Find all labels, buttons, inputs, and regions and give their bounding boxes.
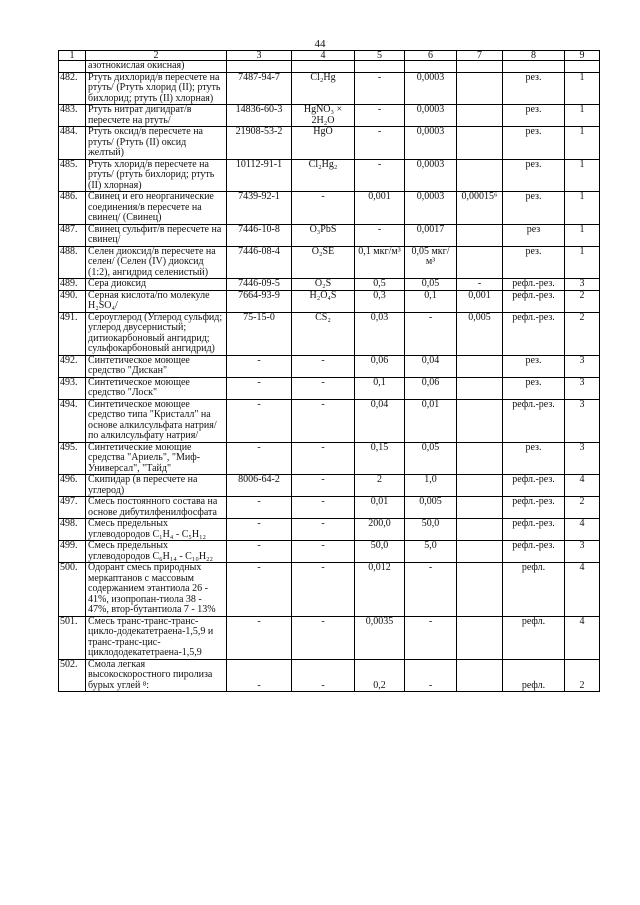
cell-limiting-indicator: рез. [503,72,565,105]
cell-cas-number: 10112-91-1 [227,159,292,192]
cell-substance-name: Ртуть дихлорид/в пересчете на ртуть/ (Ртуть хлорид (II); ртуть бихлорид; ртуть (II) хлорная) [86,72,227,105]
table-row [59,497,600,519]
cell-cas-number: 75-15-0 [227,312,292,355]
cell-hazard-class: 4 [565,563,600,617]
cell-formula: O₂S [292,279,355,291]
cell-substance-name: Серная кислота/по молекуле H₂SO₄/ [86,290,227,312]
cell-formula: - [292,475,355,497]
table-row [59,72,600,105]
cell-limiting-indicator: рефл.-рез. [503,497,565,519]
cell-max-single-concentration: 0,15 [355,442,405,475]
table-row [59,355,600,377]
cell-formula: - [292,399,355,442]
cell-hazard-class: 3 [565,355,600,377]
cell-max-single-concentration: 0,2 [355,659,405,692]
cell-substance-name: азотнокислая окисная) [86,61,227,73]
continuation-row [59,61,600,73]
cell-daily-average-concentration: 0,04 [405,355,457,377]
cell-annual-average-concentration: - [457,279,503,291]
cell-number: 484. [59,127,86,160]
cell-daily-average-concentration: 0,05 [405,279,457,291]
cell-substance-name: Селен диоксид/в пересчете на селен/ (Селен (IV) диоксид (1:2), ангидрид селенистый) [86,246,227,279]
cell-hazard-class: 1 [565,105,600,127]
column-header: 2 [86,51,227,61]
cell-cas-number: - [227,399,292,442]
cell-cas-number: 8006-64-2 [227,475,292,497]
cell-cas-number: - [227,377,292,399]
cell-annual-average-concentration [457,377,503,399]
cell-hazard-class: 1 [565,159,600,192]
cell-hazard-class [565,61,600,73]
hygiene-standards-table [58,50,600,692]
cell-daily-average-concentration: 0,0003 [405,127,457,160]
cell-max-single [355,61,405,73]
cell-max-single-concentration: 0,012 [355,563,405,617]
cell-number: 496. [59,475,86,497]
cell-formula: - [292,563,355,617]
cell-formula: HgNO₃ × 2H₂O [292,105,355,127]
cell-cas-number: 21908-53-2 [227,127,292,160]
cell-substance-name: Одорант смесь природных меркаптанов с массовым содержанием этантиола 26 - 41%, изопропан-тиола 38 - 47%, втор-бутантиола 7 - 13% [86,563,227,617]
cell-hazard-class: 1 [565,72,600,105]
cell-limiting-indicator: рез. [503,377,565,399]
cell-number: 483. [59,105,86,127]
cell-hazard-class: 3 [565,279,600,291]
cell-annual-average-concentration [457,246,503,279]
cell-number: 488. [59,246,86,279]
cell-number: 501. [59,616,86,659]
table-row [59,442,600,475]
cell-hazard-class: 2 [565,659,600,692]
cell-formula: O₃PbS [292,224,355,246]
cell-number: 499. [59,541,86,563]
cell-hazard-class: 3 [565,377,600,399]
cell-number: 494. [59,399,86,442]
cell-substance-name: Ртуть нитрат дигидрат/в пересчете на ртуть/ [86,105,227,127]
cell-number: 502. [59,659,86,692]
column-header: 6 [405,51,457,61]
cell-number: 491. [59,312,86,355]
cell-formula: - [292,377,355,399]
table-row [59,279,600,291]
cell-formula: - [292,355,355,377]
cell-cas-number: - [227,659,292,692]
cell-daily-average-concentration: 0,0003 [405,159,457,192]
cell-max-single-concentration: - [355,72,405,105]
cell-annual-average-concentration [457,519,503,541]
cell-substance-name: Ртуть оксид/в пересчете на ртуть/ (Ртуть (II) оксид желтый) [86,127,227,160]
cell-cas-number: 7487-94-7 [227,72,292,105]
cell-hazard-class: 3 [565,541,600,563]
cell-cas-number: 14836-60-3 [227,105,292,127]
cell-formula: HgO [292,127,355,160]
cell-cas-number: - [227,616,292,659]
column-header: 5 [355,51,405,61]
cell-max-single-concentration: - [355,127,405,160]
cell-annual-average-concentration [457,616,503,659]
cell-hazard-class: 4 [565,519,600,541]
table-row [59,224,600,246]
cell-hazard-class: 3 [565,442,600,475]
cell-limiting-indicator: рефл.-рез. [503,399,565,442]
cell-daily-average-concentration: 0,0003 [405,72,457,105]
cell-formula [292,61,355,73]
cell-hazard-class: 1 [565,192,600,225]
cell-formula: O₂SE [292,246,355,279]
cell-daily-average-concentration: 0,01 [405,399,457,442]
cell-daily-average-concentration: 5,0 [405,541,457,563]
column-header: 3 [227,51,292,61]
column-header: 9 [565,51,600,61]
cell-formula: Cl₂Hg [292,72,355,105]
table-row [59,377,600,399]
table-row [59,159,600,192]
cell-cas-number: - [227,442,292,475]
table-row [59,541,600,563]
cell-daily-average-concentration: - [405,616,457,659]
table-row [59,246,600,279]
cell-formula: Cl₂Hg₂ [292,159,355,192]
cell-formula: - [292,497,355,519]
cell-limiting-indicator: рефл. [503,616,565,659]
cell-hazard-class: 3 [565,399,600,442]
cell-limiting-index [503,61,565,73]
cell-daily-average-concentration: 0,0003 [405,105,457,127]
cell-max-single-concentration: 0,04 [355,399,405,442]
table-row [59,475,600,497]
cell-daily-average-concentration: - [405,659,457,692]
cell-hazard-class: 4 [565,475,600,497]
cell-number: 497. [59,497,86,519]
cell-number: 482. [59,72,86,105]
column-number-header-row [59,51,600,61]
table-row [59,399,600,442]
cell-number: 490. [59,290,86,312]
cell-substance-name: Синтетическое моющее средство "Дискан" [86,355,227,377]
cell-hazard-class: 2 [565,497,600,519]
cell-annual-average-concentration [457,659,503,692]
column-header: 1 [59,51,86,61]
cell-max-single-concentration: - [355,159,405,192]
cell-cas-number: 7446-08-4 [227,246,292,279]
cell-substance-name: Свинец сульфит/в пересчете на свинец/ [86,224,227,246]
cell-annual-average-concentration [457,541,503,563]
table-row [59,312,600,355]
cell-max-single-concentration: 0,06 [355,355,405,377]
cell-max-single-concentration: 0,03 [355,312,405,355]
cell-max-single-concentration: 0,5 [355,279,405,291]
cell-max-single-concentration: - [355,105,405,127]
table-row [59,127,600,160]
cell-daily-average-concentration: 0,06 [405,377,457,399]
cell-number: 486. [59,192,86,225]
cell-annual-average-concentration [457,72,503,105]
cell-annual-average-concentration [457,442,503,475]
table-row [59,192,600,225]
cell-max-single-concentration: 0,0035 [355,616,405,659]
cell-limiting-indicator: рез. [503,442,565,475]
table-row [59,616,600,659]
cell-cas-number: - [227,355,292,377]
cell-number [59,61,86,73]
cell-substance-name: Смесь постоянного состава на основе дибутилфенилфосфата [86,497,227,519]
cell-daily-average-concentration: - [405,563,457,617]
cell-max-single-concentration: 0,1 мкг/м³ [355,246,405,279]
cell-limiting-indicator: рез [503,224,565,246]
cell-annual-average-concentration: 0,00015⁶ [457,192,503,225]
cell-number: 493. [59,377,86,399]
cell-hazard-class: 2 [565,312,600,355]
cell-annual-average-concentration [457,224,503,246]
cell-number: 492. [59,355,86,377]
cell-cas-number: - [227,563,292,617]
cell-annual-avg [457,61,503,73]
column-header: 8 [503,51,565,61]
cell-annual-average-concentration [457,159,503,192]
cell-limiting-indicator: рез. [503,355,565,377]
cell-cas-number: 7446-09-5 [227,279,292,291]
cell-formula: - [292,659,355,692]
cell-daily-average-concentration: 0,0003 [405,192,457,225]
cell-substance-name: Скипидар (в пересчете на углерод) [86,475,227,497]
cell-max-single-concentration: 0,01 [355,497,405,519]
cell-annual-average-concentration [457,127,503,160]
cell-cas-number: - [227,497,292,519]
cell-max-single-concentration: 0,3 [355,290,405,312]
cell-limiting-indicator: рефл.-рез. [503,279,565,291]
cell-hazard-class: 1 [565,224,600,246]
column-header: 7 [457,51,503,61]
cell-cas-number: - [227,541,292,563]
cell-substance-name: Смесь предельных углеводородов C₆H₁₄ - C₁₀H₂₂ [86,541,227,563]
cell-cas-number: 7439-92-1 [227,192,292,225]
cell-daily-average-concentration: - [405,312,457,355]
cell-substance-name: Синтетическое моющее средство "Лоск" [86,377,227,399]
table-row [59,105,600,127]
cell-annual-average-concentration: 0,001 [457,290,503,312]
table-row [59,519,600,541]
cell-substance-name: Синтетические моющие средства "Ариель", "Миф-Универсал", "Тайд" [86,442,227,475]
cell-limiting-indicator: рефл.-рез. [503,290,565,312]
cell-hazard-class: 2 [565,290,600,312]
cell-daily-average-concentration: 1,0 [405,475,457,497]
cell-annual-average-concentration [457,475,503,497]
cell-substance-name: Смесь транс-транс-транс-цикло-додекатетраена-1,5,9 и транс-транс-цис-циклододекатетраена-1,5,9 [86,616,227,659]
cell-substance-name: Смесь предельных углеводородов C₁H₄ - C₅H₁₂ [86,519,227,541]
cell-daily-average-concentration: 0,0017 [405,224,457,246]
cell-limiting-indicator: рефл. [503,659,565,692]
cell-max-single-concentration: 50,0 [355,541,405,563]
cell-daily-avg [405,61,457,73]
table-row [59,563,600,617]
page-number: 44 [314,38,326,50]
cell-hazard-class: 1 [565,127,600,160]
cell-annual-average-concentration [457,563,503,617]
cell-formula: - [292,192,355,225]
cell-substance-name: Смола легкая высокоскоростного пиролиза бурых углей ⁸: [86,659,227,692]
cell-hazard-class: 1 [565,246,600,279]
cell-formula: H₂O₄S [292,290,355,312]
cell-substance-name: Сероуглерод (Углерод сульфид; углерод двусернистый; дитиокарбоновый ангидрид; сульфокарбоновый ангидрид) [86,312,227,355]
cell-formula: CS₂ [292,312,355,355]
cell-formula: - [292,541,355,563]
cell-max-single-concentration: - [355,224,405,246]
cell-number: 487. [59,224,86,246]
cell-limiting-indicator: рез. [503,127,565,160]
cell-annual-average-concentration [457,105,503,127]
cell-annual-average-concentration [457,497,503,519]
cell-max-single-concentration: 0,001 [355,192,405,225]
cell-substance-name: Ртуть хлорид/в пересчете на ртуть/ (ртуть бихлорид; ртуть (II) хлорная) [86,159,227,192]
cell-limiting-indicator: рефл.-рез. [503,312,565,355]
cell-annual-average-concentration [457,355,503,377]
cell-cas-number: - [227,519,292,541]
cell-daily-average-concentration: 0,05 мкг/м³ [405,246,457,279]
cell-limiting-indicator: рез. [503,192,565,225]
cell-max-single-concentration: 2 [355,475,405,497]
cell-number: 485. [59,159,86,192]
cell-limiting-indicator: рез. [503,246,565,279]
table-row [59,659,600,692]
cell-formula: - [292,616,355,659]
cell-daily-average-concentration: 50,0 [405,519,457,541]
cell-limiting-indicator: рефл.-рез. [503,541,565,563]
cell-limiting-indicator: рез. [503,105,565,127]
cell-max-single-concentration: 200,0 [355,519,405,541]
cell-substance-name: Сера диоксид [86,279,227,291]
cell-formula: - [292,442,355,475]
cell-limiting-indicator: рефл. [503,563,565,617]
cell-substance-name: Свинец и его неорганические соединения/в пересчете на свинец/ (Свинец) [86,192,227,225]
cell-formula: - [292,519,355,541]
cell-number: 495. [59,442,86,475]
cell-hazard-class: 4 [565,616,600,659]
cell-cas-number: 7664-93-9 [227,290,292,312]
cell-limiting-indicator: рефл.-рез. [503,475,565,497]
cell-daily-average-concentration: 0,005 [405,497,457,519]
column-header: 4 [292,51,355,61]
cell-annual-average-concentration [457,399,503,442]
cell-number: 500. [59,563,86,617]
table-row [59,290,600,312]
cell-cas-number: 7446-10-8 [227,224,292,246]
cell-annual-average-concentration: 0,005 [457,312,503,355]
cell-daily-average-concentration: 0,1 [405,290,457,312]
cell-daily-average-concentration: 0,05 [405,442,457,475]
cell-number: 489. [59,279,86,291]
cell-max-single-concentration: 0,1 [355,377,405,399]
cell-number: 498. [59,519,86,541]
cell-limiting-indicator: рез. [503,159,565,192]
cell-substance-name: Синтетическое моющее средство типа "Кристалл" на основе алкилсульфата натрия/по алкилсульфату натрия/ [86,399,227,442]
cell-cas [227,61,292,73]
cell-limiting-indicator: рефл.-рез. [503,519,565,541]
